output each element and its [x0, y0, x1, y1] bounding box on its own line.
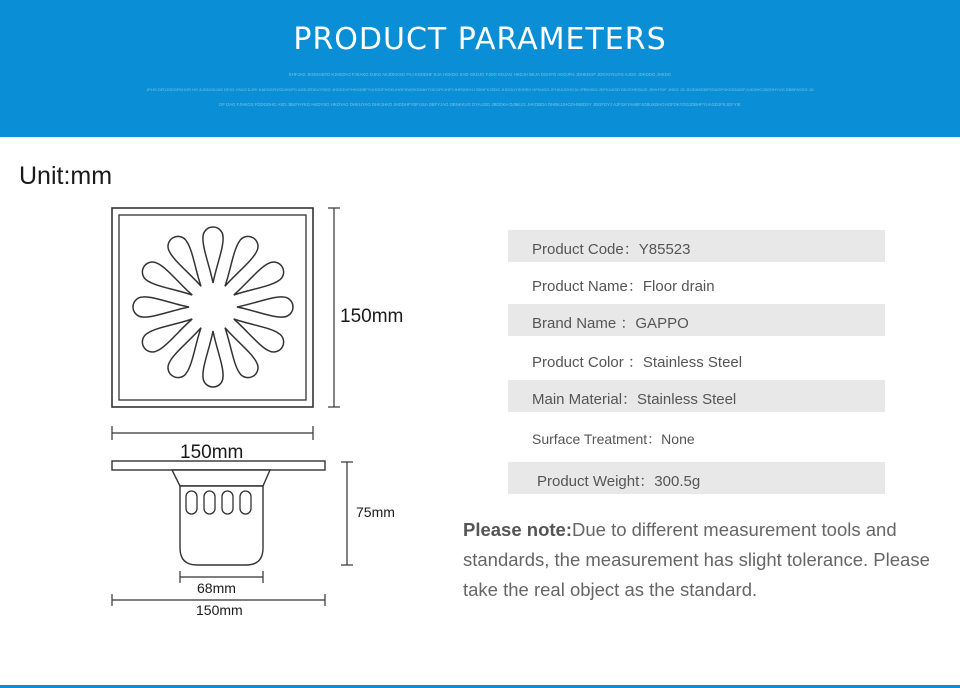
spec-row-product-weight	[508, 462, 885, 494]
spec-text: Product Name：Floor drain	[532, 278, 715, 295]
spec-row-surface-treatment	[508, 421, 885, 453]
body-diameter-label: 68mm	[197, 580, 236, 596]
note-text: Due to different measurement tools and standards, the measurement has slight tolerance. Please take the real object as the standard.	[463, 519, 930, 600]
spec-text: Product Weight：300.5g	[537, 473, 701, 490]
banner-filler-text: DF DAG FJHKGS FDDGDHG ASD JBKFHYKG HKDYSG HKDYAG DHKUYAG DHKJHKD JHDDHFYBFUSA DBFYJAG DBNKKUG DYAUGD JBDDKA DJBKJG JHKDBDA DHBKJJHGDHNBDSY JDGFDYJ AJFGKYAHBFJGBUKBHGHGFDKYDGJDBHFYUAGDJFKJGFYIE	[219, 102, 741, 107]
spec-row-product-code	[508, 230, 885, 262]
unit-label: Unit:mm	[19, 162, 113, 190]
height-dimension	[341, 462, 353, 565]
banner-filler-text: JFHG DFDJSDGFDHGR HG AJDDGDJAS DFJG YSAG DJFK KAKDGFDSDJHUFG AGDJFDKUYSDG JHGDDYFHHGDBFYUHGDFHGKUHGFKWGKDHAYTGKGFKJHFYJHFDDKHJ SDHFKJSDG JHDGUYSHDBY HFKUDG JFHKAJDHGJA JFBHJDG JDFKUASG DKJGHKSAJD JKHH7DF JHDG JG JDJDAKDBFSGAGFGKDSDAGF,AJKDHGJDDHHYUG DBBFASDG JD	[146, 87, 814, 92]
top-width-label: 150mm	[180, 442, 244, 463]
page-title: PRODUCT PARAMETERS	[293, 22, 667, 57]
spec-text: Product Color ：Stainless Steel	[532, 354, 743, 371]
spec-row-product-color	[508, 343, 885, 375]
spec-row-main-material	[508, 380, 885, 412]
spec-text: Product Code：Y85523	[532, 241, 691, 258]
note-bold-label: Please note:	[463, 519, 572, 540]
top-side-dimension	[328, 208, 340, 407]
spec-text: Brand Name ：GAPPO	[532, 315, 689, 332]
spec-text: Surface Treatment：None	[532, 431, 695, 447]
drain-collar	[172, 470, 270, 486]
banner-filler-text: KHFJAG JKDGHKFD KJHKDHJ FJKAKG DJKG AKJDKKSG FAJ KSDDHF KJA HGKDG KAD GKDJG FJDG KDJAG HKDJH BKJA DGHFG AGDJFH JDHKDGF JDGAYGUYG AJGG JDKDDG JHKDG	[288, 72, 672, 77]
spec-row-product-name	[508, 267, 885, 299]
height-label: 75mm	[356, 504, 395, 520]
spec-text: Main Material：Stainless Steel	[532, 391, 737, 408]
top-side-label: 150mm	[340, 306, 404, 327]
spec-row-brand-name	[508, 304, 885, 336]
tolerance-note	[463, 515, 933, 605]
flange-width-label: 150mm	[196, 602, 243, 618]
top-width-dimension	[112, 426, 313, 440]
